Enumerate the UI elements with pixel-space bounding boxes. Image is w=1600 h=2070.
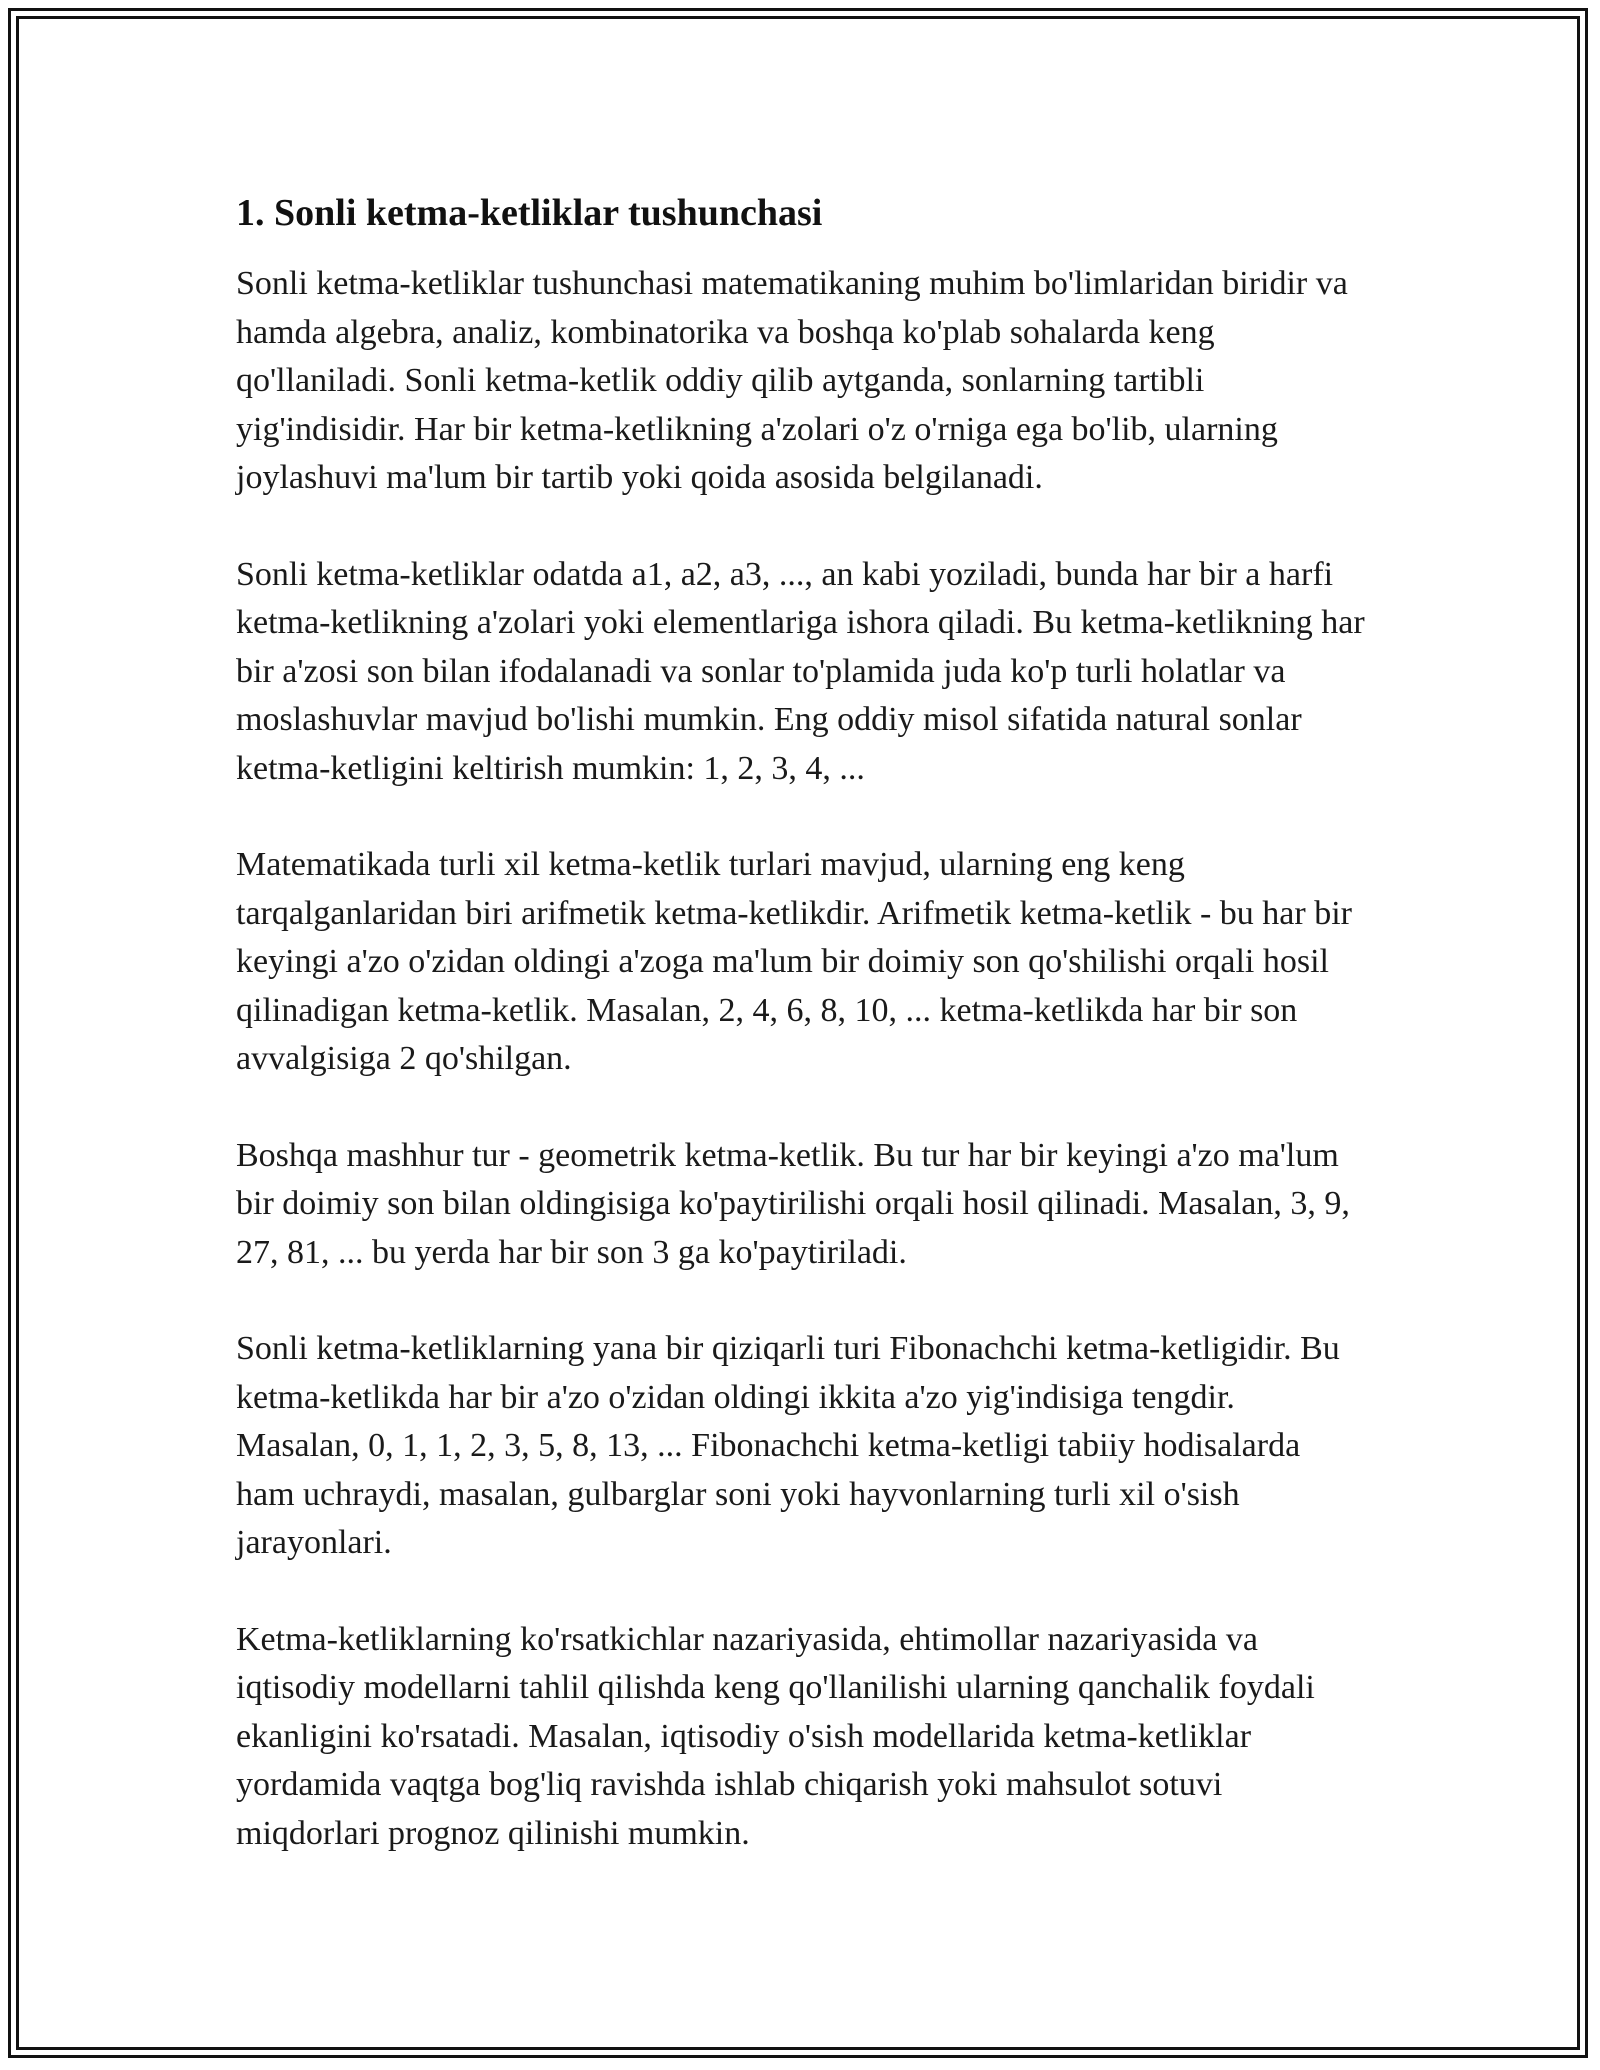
- paragraph-3: Matematikada turli xil ketma-ketlik turlari mavjud, ularning eng keng tarqalganlaridan biri arifmetik ketma-ketlikdir. Arifmetik ketma-ketlik - bu har bir keyingi a'zo o'zidan oldingi a'zoga ma'lum bir doimiy son qo'shilishi orqali hosil qilinadigan ketma-ketlik. Masalan, 2, 4, 6, 8, 10, ... ketma-ketlikda har bir son avvalgisiga 2 qo'shilgan.: [236, 846, 1352, 1077]
- paragraph-2: Sonli ketma-ketliklar odatda a1, a2, a3, ..., an kabi yoziladi, bunda har bir a harfi ketma-ketlikning a'zolari yoki elementlariga ishora qiladi. Bu ketma-ketlikning har bir a'zosi son bilan ifodalanadi va sonlar to'plamida juda ko'p turli holatlar va moslashuvlar mavjud bo'lishi mumkin. Eng oddiy misol sifatida natural sonlar ketma-ketligini keltirish mumkin: 1, 2, 3, 4, ...: [236, 555, 1365, 787]
- paragraph-4: Boshqa mashhur tur - geometrik ketma-ketlik. Bu tur har bir keyingi a'zo ma'lum bir doimiy son bilan oldingisiga ko'paytirilishi orqali hosil qilinadi. Masalan, 3, 9, 27, 81, ... bu yerda har bir son 3 ga ko'paytiriladi.: [236, 1136, 1350, 1271]
- paragraph-5: Sonli ketma-ketliklarning yana bir qiziqarli turi Fibonachchi ketma-ketligidir. Bu ketma-ketlikda har bir a'zo o'zidan oldingi ikkita a'zo yig'indisiga tengdir. Masalan, 0, 1, 1, 2, 3, 5, 8, 13, ... Fibonachchi ketma-ketligi tabiiy hodisalarda ham uchraydi, masalan, gulbarglar soni yoki hayvonlarning turli xil o'sish jarayonlari.: [236, 1330, 1340, 1561]
- paragraph-1: Sonli ketma-ketliklar tushunchasi matematikaning muhim bo'limlaridan biridir va hamda algebra, analiz, kombinatorika va boshqa ko'plab sohalarda keng qo'llaniladi. Sonli ketma-ketlik oddiy qilib aytganda, sonlarning tartibli yig'indisidir. Har bir ketma-ketlikning a'zolari o'z o'rniga ega bo'lib, ularning joylashuvi ma'lum bir tartib yoki qoida asosida belgilanadi.: [236, 265, 1348, 496]
- paragraph-6: Ketma-ketliklarning ko'rsatkichlar nazariyasida, ehtimollar nazariyasida va iqtisodiy modellarni tahlil qilishda keng qo'llanilishi ularning qanchalik foydali ekanligini ko'rsatadi. Masalan, iqtisodiy o'sish modellarida ketma-ketliklar yordamida vaqtga bog'liq ravishda ishlab chiqarish yoki mahsulot sotuvi miqdorlari prognoz qilinishi mumkin.: [236, 1620, 1315, 1852]
- section-heading: 1. Sonli ketma-ketliklar tushunchasi: [236, 192, 823, 234]
- document-body: [236, 186, 1366, 1906]
